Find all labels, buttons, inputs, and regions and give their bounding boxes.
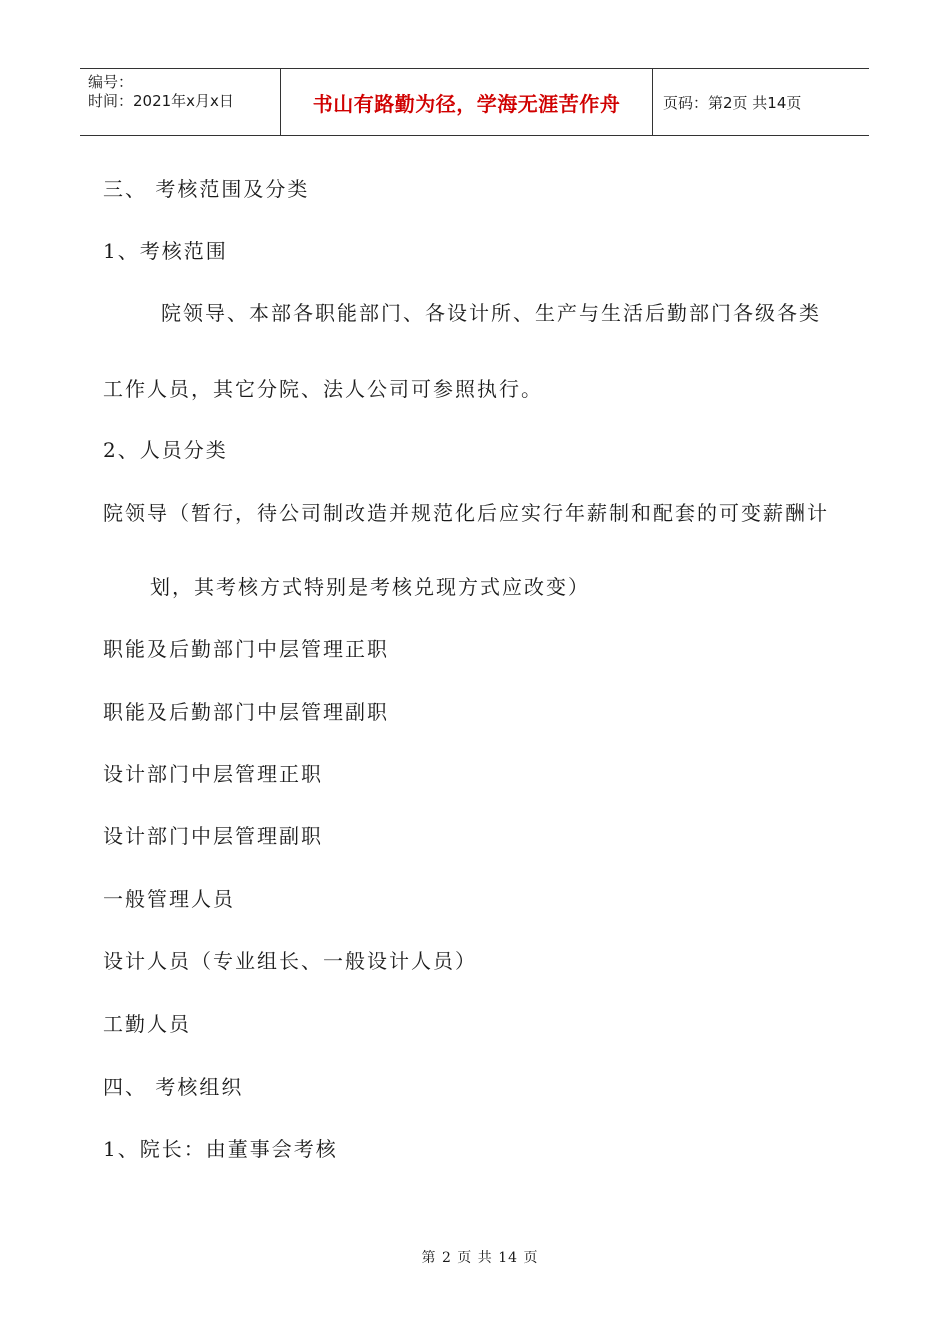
- list-item: 职能及后勤部门中层管理正职: [103, 637, 389, 661]
- list-item: 工勤人员: [103, 1012, 191, 1036]
- header-motto: 书山有路勤为径，学海无涯苦作舟: [281, 69, 653, 135]
- list-item: 设计人员（专业组长、一般设计人员）: [103, 949, 477, 973]
- doc-number-label: 编号：: [88, 73, 134, 91]
- list-item: 职能及后勤部门中层管理副职: [103, 700, 389, 724]
- date-label: 时间：2021年x月x日: [88, 92, 234, 110]
- page-header: [80, 68, 869, 136]
- section-heading-4: 四、 考核组织: [103, 1075, 244, 1099]
- section-heading-3: 三、 考核范围及分类: [103, 177, 310, 201]
- paragraph-scope-line2: 工作人员，其它分院、法人公司可参照执行。: [103, 377, 543, 401]
- header-page-number: 页码：第2页 共14页: [663, 93, 802, 112]
- list-item-leaders-line2: 划，其考核方式特别是考核兑现方式应改变）: [150, 575, 590, 599]
- subsection-classification: 2、人员分类: [103, 438, 228, 462]
- list-item-leaders-line1: 院领导（暂行，待公司制改造并规范化后应实行年薪制和配套的可变薪酬计: [103, 501, 829, 525]
- page-footer: 第 2 页 共 14 页: [421, 1250, 539, 1266]
- list-item: 设计部门中层管理正职: [103, 762, 323, 786]
- paragraph-scope-line1: 院领导、本部各职能部门、各设计所、生产与生活后勤部门各级各类: [161, 301, 821, 325]
- list-item: 一般管理人员: [103, 887, 235, 911]
- header-meta: [80, 69, 281, 135]
- subsection-scope: 1、考核范围: [103, 239, 228, 263]
- subsection-president: 1、院长：由董事会考核: [103, 1137, 338, 1161]
- list-item: 设计部门中层管理副职: [103, 824, 323, 848]
